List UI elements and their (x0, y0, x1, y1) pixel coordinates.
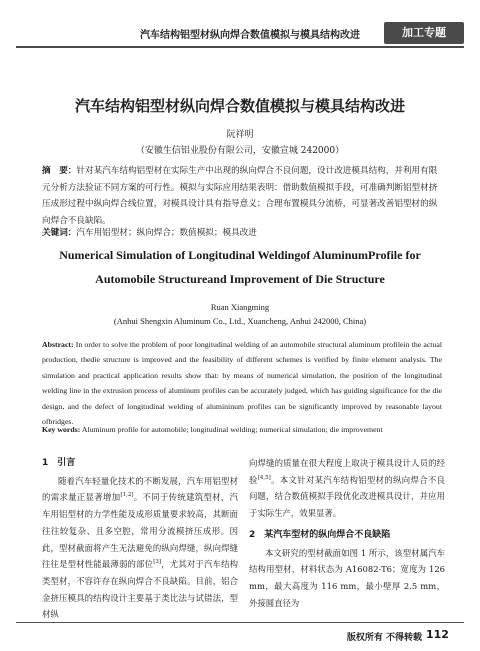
citation-1: [1,2] (120, 492, 134, 499)
keywords-cn-text: 汽车用铝型材；纵向焊合；数值模拟；模具改进 (76, 228, 257, 238)
abstract-cn-label: 摘 要： (42, 166, 77, 176)
paragraph-intro-continued: 向焊缝的质量在很大程度上取决于模具设计人员的经验[4,5]。本文针对某汽车结构铝型材的纵向焊合不良问题，结合数值模拟手段优化改进模具设计，并应用于实际生产，效果显著。 (249, 458, 446, 519)
keywords-en-text: Aluminum profile for automobile; longitudinal welding; numerical simulation; die improvement (80, 425, 383, 434)
abstract-cn (42, 163, 442, 229)
running-header-title: 汽车结构铝型材纵向焊合数值模拟与模具结构改进 (140, 30, 360, 41)
paragraph-intro: 随着汽车轻量化技术的不断发展，汽车用铝型材的需求量正显著增加[1,2]。不同于传统建筑型材，汽车用铝型材的力学性能及成形质量要求较高，其断面往往较复杂、且多空腔，常用分流模挤压成形。因此，型材截面将产生无法避免的纵向焊缝，纵向焊缝往往是型材性能最薄弱的部位[3]，尤其对于汽车结构类型材，不容许存在纵向焊合不良缺陷。目前，铝合金挤压模具的结构设计主要基于类比法与试错法，型材纵 (42, 475, 239, 620)
footer-rule (16, 622, 464, 623)
abstract-en-text: In order to solve the problem of poor longitudinal welding of an automobile structural aluminum profilein the actual production, thedie structure is improved and the feasibility of different schemes is verified by finite element analysis. The simulation and practical application results show that: by means of numerical simulation, the position of the longitudinal welding line in the extrusion process of aluminum profiles can be accurately judged, which has guiding significance for the die design, and the defect of longitudinal welding of alumininum profiles can be significantly improved by reasonable layout ofbridges. (42, 340, 442, 427)
running-header (0, 12, 480, 46)
keywords-en (42, 423, 442, 437)
keywords-cn-label: 关键词： (42, 228, 77, 238)
citation-2: [3] (153, 559, 162, 566)
author-cn: 阮祥明 (226, 130, 254, 140)
header-rule (16, 46, 464, 48)
affiliation-cn: （安徽生信铝业股份有限公司，安徽宣城 242000） (135, 146, 345, 156)
keywords-cn (42, 226, 442, 240)
article-title-cn: 汽车结构铝型材纵向焊合数值模拟与模具结构改进 (74, 97, 405, 115)
abstract-cn-text: 针对某汽车结构铝型材在实际生产中出现的纵向焊合不良问题，设计改进模具结构，并利用有限元分析方法验证不同方案的可行性。模拟与实际应用结果表明：借助数值模拟手段，可准确判断铝型材挤压成形过程中纵向焊合线位置，对模具设计具有指导意义；合理布置模具分流桥，可显著改善铝型材的纵向焊合不良缺陷。 (42, 166, 438, 226)
page-number: 112 (426, 628, 449, 641)
affiliation-en: (Anhui Shengxin Aluminum Co., Ltd., Xuancheng, Anhui 242000, China) (113, 316, 367, 326)
section-tab: 加工专题 (384, 22, 464, 44)
abstract-en-label: Abstract: (42, 340, 74, 349)
section-heading-1: 1 引言 (42, 458, 76, 468)
body-column-right (249, 455, 445, 611)
paragraph-section-2: 本文研究的型材截面如图 1 所示，该型材属汽车结构用型材，材料状态为 A16082-T6；宽度为 126 mm，最大高度为 116 mm，最小壁厚 2.5 mm，外接圆直径为 (249, 547, 445, 608)
article-title-en: Numerical Simulation of Longitudinal Weldingof AluminumProfile for Automobile Structureand Improvement of Die Structure (59, 248, 421, 286)
citation-3: [4,5] (257, 474, 271, 481)
copyright-notice: 版权所有 不得转载 (346, 633, 422, 643)
body-column-left (42, 455, 238, 623)
keywords-en-label: Key words: (42, 425, 81, 434)
author-en: Ruan Xiangming (210, 302, 270, 312)
section-heading-2: 2 某汽车型材的纵向焊合不良缺陷 (249, 529, 391, 540)
abstract-en (42, 337, 442, 429)
